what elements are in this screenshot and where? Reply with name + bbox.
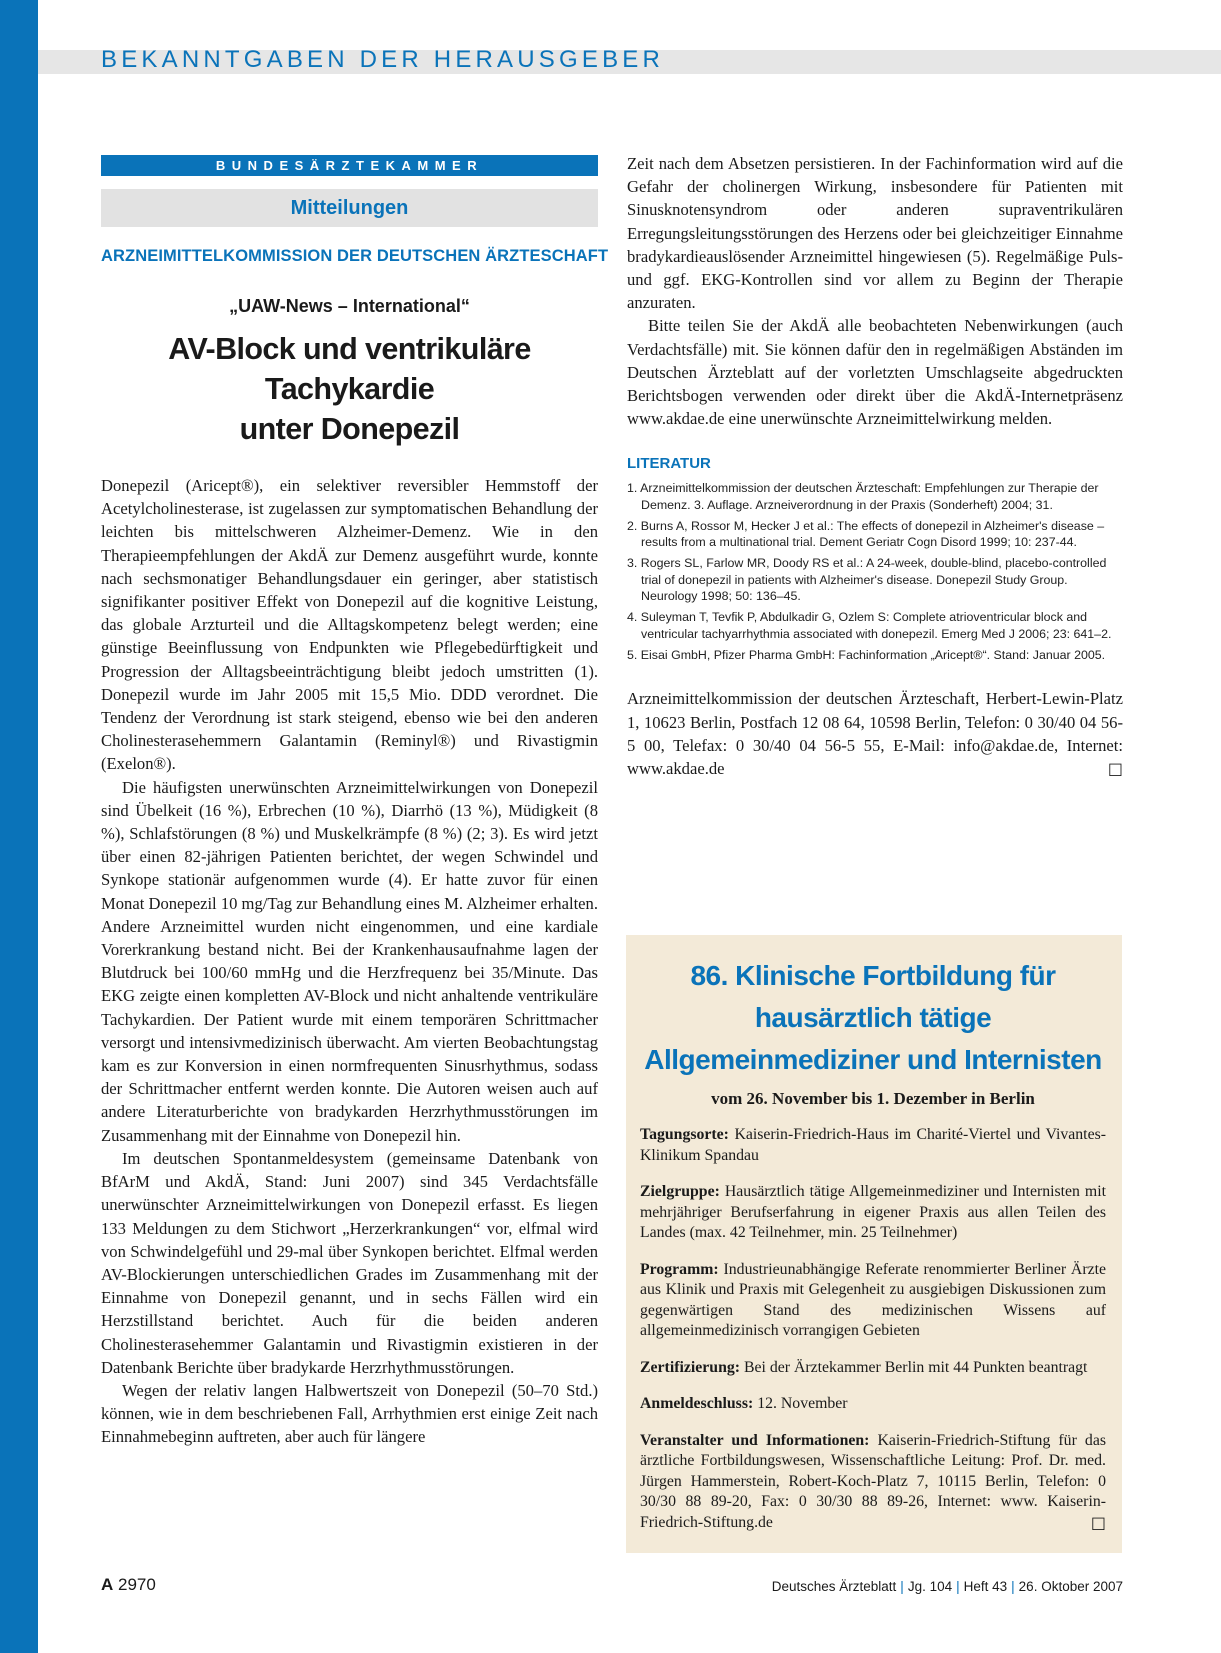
left-column (101, 155, 609, 1449)
literature-item: 1. Arzneimittelkommission der deutschen Ärzteschaft: Empfehlungen zur Therapie der Demenz. 3. Auflage. Arzneiverordnung in der Praxis (Sonderheft) 2004; 31. (627, 481, 1099, 512)
paragraph: Donepezil (Aricept®), ein selektiver reversibler Hemmstoff der Acetylcholinesterase, ist zugelassen zur symptomatischen Behandlung der leichten bis mittelschweren Alzheimer-Demenz. Wie in den Therapieempfehlungen der AkdÄ zur Demenz ausgeführt wurde, konnte nach sechsmonatiger Behandlungsdauer ein geringer, aber statistisch signifikanter positiver Effekt von Donepezil auf die kognitive Leistung, das globale Arzturteil und die Alltagskompetenz belegt werden; eine günstige Beeinflussung von Endpunkten wie Pflegebedürftigkeit und Progression der Alltagsbeeinträchtigung bleibt jedoch umstritten (1). Donepezil wurde im Jahr 2005 mit 15,5 Mio. DDD verordnet. Die Tendenz der Verordnung ist stark steigend, ebenso wie bei den anderen Cholinesterasehemmern Galantamin (Reminyl®) und Rivastigmin (Exelon®). (101, 476, 598, 774)
event-title-line: hausärztlich tätige (754, 1002, 992, 1033)
footer-separator: | (956, 1579, 960, 1594)
journal-date: 26. Oktober 2007 (1018, 1579, 1123, 1594)
event-item-text: Hausärztlich tätige Allgemeinmediziner und Internisten mit mehrjähriger Berufserfahrung in eigener Praxis aus allen Teilen des Landes (max. 42 Teilnehmer, min. 25 Teilnehmer) (640, 1183, 1106, 1241)
event-item-label: Anmeldeschluss: (640, 1395, 754, 1412)
event-item-program (640, 1260, 1106, 1342)
contact-info (627, 687, 1123, 780)
side-color-bar (0, 0, 38, 1653)
event-item-label: Veranstalter und Informationen: (640, 1431, 870, 1449)
event-item-label: Zielgruppe: (640, 1183, 720, 1200)
end-mark-icon: □ (1090, 1512, 1106, 1532)
event-item-label: Zertifizierung: (640, 1358, 741, 1376)
page-prefix: A (101, 1575, 114, 1594)
event-item-text: Kaiserin-Friedrich-Haus im Charité-Viertel und Vivantes-Klinikum Spandau (640, 1126, 1106, 1164)
event-date: vom 26. November bis 1. Dezember in Berlin (711, 1089, 1035, 1108)
org-bar: BUNDESÄRZTEKAMMER (101, 155, 598, 176)
page-number-value: 2970 (118, 1575, 156, 1594)
footer-separator: | (1011, 1579, 1015, 1594)
footer-separator: | (900, 1579, 904, 1594)
event-item-audience (640, 1182, 1106, 1244)
article-kicker: „UAW-News – International“ (229, 296, 470, 316)
article-body-right (627, 152, 1123, 430)
event-announcement-box (626, 935, 1122, 1553)
literature-list (627, 480, 1123, 663)
event-title-line: 86. Klinische Fortbildung für (690, 960, 1056, 991)
event-title-line: Allgemeinmediziner und Internisten (644, 1044, 1102, 1075)
headline-line-2: unter Donepezil (239, 412, 460, 446)
paragraph: Im deutschen Spontanmeldesystem (gemeinsame Datenbank von BfArM und AkdÄ, Stand: Juni 2007) sind 345 Verdachtsfälle unerwünschter Arzneimittelwirkungen von Donepezil erfasst. Es liegen 133 Meldungen zu dem Stichwort „Herzerkrankungen“ vor, elfmal wird von Schwindelgefühl und 29-mal über Synkopen berichtet. Elfmal werden AV-Blockierungen unterschiedlichen Grades im Zusammenhang mit der Einnahme von Donepezil genannt, und in sechs Fällen wird ein Herzstillstand berichtet. Auch für die beiden anderen Cholinesterasehemmer Galantamin und Rivastigmin existieren in der Datenbank Berichte über bradykarde Herzrhythmusstörungen. (101, 1148, 598, 1377)
page-number (101, 1575, 156, 1595)
headline-line-1: AV-Block und ventrikuläre Tachykardie (168, 332, 531, 406)
journal-volume: Jg. 104 (907, 1579, 953, 1594)
event-item-label: Tagungsorte: (640, 1126, 729, 1143)
journal-issue: Heft 43 (963, 1579, 1008, 1594)
article-headline (101, 329, 598, 449)
paragraph: Bitte teilen Sie der AkdÄ alle beobachteten Nebenwirkungen (auch Verdachtsfälle) mit. Sie können dafür den in regelmäßigen Abständen im Deutschen Ärzteblatt auf der vorletzten Umschlagseite abgedruckten Berichtsbogen verwenden oder direkt über die AkdÄ-Internetpräsenz www.akdae.de eine unerwünschte Arzneimittelwirkung melden. (627, 316, 1123, 429)
event-item-text: 12. November (757, 1395, 848, 1412)
event-item-locations (640, 1125, 1106, 1166)
article-subhead: ARZNEIMITTELKOMMISSION DER DEUTSCHEN ÄRZTESCHAFT (101, 247, 609, 265)
event-item-text: Kaiserin-Friedrich-Stiftung für das ärztliche Fortbildungswesen, Wissenschaftliche Leitung: Prof. Dr. med. Jürgen Hammerstein, Robert-Koch-Platz 7, 10115 Berlin, Telefon: 0 30/30 88 89-20, Fax: 0 30/30 88 89-26, Internet: www. Kaiserin-Friedrich-Stiftung.de (640, 1431, 1106, 1531)
journal-footer (772, 1579, 1123, 1594)
event-item-organizer (640, 1431, 1106, 1534)
event-item-text: Bei der Ärztekammer Berlin mit 44 Punkten beantragt (743, 1358, 1088, 1376)
event-item-deadline (640, 1394, 1106, 1415)
right-column (627, 152, 1123, 780)
event-item-text: Industrieunabhängige Referate renommierter Berliner Ärzte aus Klinik und Praxis mit Gelegenheit zu ausgiebigen Diskussionen zum gegenwärtigen Stand des medizinischen Wissens auf allgemeinmedizinisch vorrangigen Gebieten (640, 1260, 1106, 1339)
literature-item: 2. Burns A, Rossor M, Hecker J et al.: The effects of donepezil in Alzheimer's disease – results from a multinational trial. Dement Geriatr Cogn Disord 1999; 10: 237-44. (627, 518, 1105, 550)
journal-name: Deutsches Ärzteblatt (771, 1579, 897, 1594)
paragraph: Wegen der relativ langen Halbwertszeit von Donepezil (50–70 Std.) können, wie in dem beschriebenen Fall, Arrhythmien erst einige Zeit nach Einnahmebeginn auftreten, aber auch für längere (101, 1380, 598, 1447)
article-body-left (101, 474, 598, 1449)
literature-item: 4. Suleyman T, Tevfik P, Abdulkadir G, Ozlem S: Complete atrioventricular block and ventricular tachyarrhythmia associated with donepezil. Emerg Med J 2006; 23: 641–2. (627, 610, 1112, 641)
paragraph: Die häufigsten unerwünschten Arzneimittelwirkungen von Donepezil sind Übelkeit (16 %), Erbrechen (10 %), Diarrhö (13 %), Müdigkeit (8 %), Schlafstörungen (8 %) und Muskelkrämpfe (8 %) (2; 3). Es wird jetzt über einen 82-jährigen Patienten berichtet, der wegen Schwindel und Synkope stationär aufgenommen wurde (4). Er hatte zuvor für einen Monat Donepezil 10 mg/Tag zur Behandlung eines M. Alzheimer erhalten. Andere Arzneimittel wurden nicht eingenommen, und eine kardiale Vorerkrankung bestand nicht. Bei der Krankenhausaufnahme lagen der Blutdruck bei 100/60 mmHg und die Herzfrequenz bei 35/Minute. Das EKG zeigte einen kompletten AV-Block und nicht anhaltende ventrikuläre Tachykardien. Der Patient wurde mit einem temporären Schrittmacher versorgt und intensivmedizinisch überwacht. Am vierten Beobachtungstag kam es zur Konversion in einen normfrequenten Sinusrhythmus, sodass der Schrittmacher entfernt werden konnte. Die Autoren weisen auch auf andere Literaturberichte von bradykarden Herzrhythmusstörungen im Zusammenhang mit der Einnahme von Donepezil hin. (101, 777, 598, 1145)
paragraph: Zeit nach dem Absetzen persistieren. In der Fachinformation wird auf die Gefahr der cholinergen Wirkung, insbesondere für Patienten mit Sinusknotensyndrom oder anderen supraventrikulären Erregungsleitungsstörungen des Herzens oder bei gleichzeitiger Einnahme bradykardieauslösender Arzneimittel hingewiesen (5). Regelmäßige Puls- und ggf. EKG-Kontrollen sind vor allem zu Beginn der Therapie anzuraten. (627, 154, 1123, 313)
literature-item: 3. Rogers SL, Farlow MR, Doody RS et al.: A 24-week, double-blind, placebo-controlled trial of donepezil in patients with Alzheimer's disease. Donepezil Study Group. Neurology 1998; 50: 136–45. (627, 556, 1107, 604)
end-mark-icon: □ (1107, 759, 1123, 779)
section-header: BEKANNTGABEN DER HERAUSGEBER (101, 46, 665, 73)
mitteilungen-bar: Mitteilungen (101, 189, 598, 227)
literature-title: LITERATUR (627, 455, 711, 473)
event-item-label: Programm: (640, 1260, 719, 1278)
contact-text: Arzneimittelkommission der deutschen Ärzteschaft, Herbert-Lewin-Platz 1, 10623 Berlin, Postfach 12 08 64, 10598 Berlin, Telefon: 0 30/40 04 56-5 00, Telefax: 0 30/40 04 56-5 55, E-Mail: info@akdae.de, Internet: www.akdae.de (627, 689, 1123, 779)
event-item-certification (640, 1358, 1106, 1379)
literature-item: 5. Eisai GmbH, Pfizer Pharma GmbH: Fachinformation „Aricept®“. Stand: Januar 2005. (627, 647, 1106, 662)
event-title (640, 955, 1106, 1081)
